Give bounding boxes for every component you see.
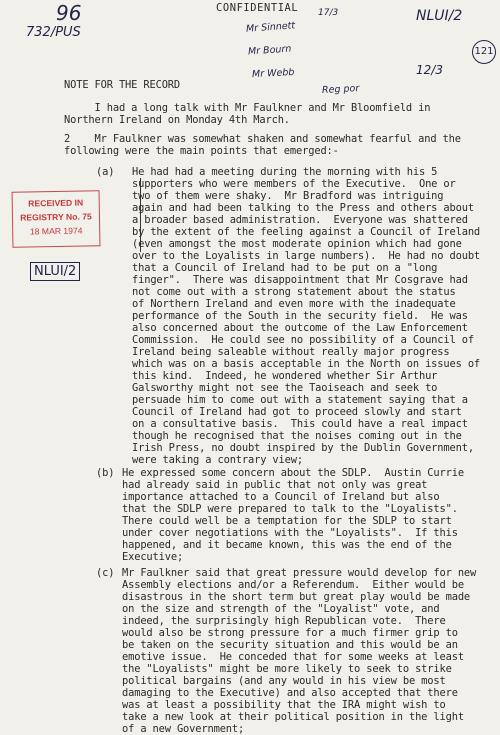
item-line: not come out with a strong statement about the status — [132, 286, 456, 298]
classification-header: CONFIDENTIAL — [216, 2, 299, 14]
page-number-circle: 121 — [472, 40, 496, 64]
file-reference-mark: 732/PUS — [26, 25, 81, 40]
item-line: (even amongst the most moderate opinion which had gone — [132, 238, 462, 250]
item-line: emotive issue. He conceded that for some weeks at least — [122, 651, 464, 663]
item-line: Galsworthy might not see the Taoiseach and seek to — [132, 382, 438, 394]
item-line: also concerned about the outcome of the Law Enforcement — [132, 322, 468, 334]
item-line: of Northern Ireland and even more with the inadequate — [132, 298, 456, 310]
paragraph-line: 2 Mr Faulkner was somewhat shaken and somewhat fearful and the — [64, 133, 461, 145]
file-number-mark: 96 — [56, 1, 82, 25]
item-line: that the SDLP were prepared to talk to the "Loyalists". — [122, 503, 458, 515]
item-line: disastrous in the short term but great play would be made — [122, 591, 471, 603]
stamp-date: 18 MAR 1974 — [29, 225, 83, 237]
item-line: damaging to the Executive) and also accepted that there — [122, 687, 458, 699]
registry-reference: NLUI/2 — [416, 8, 463, 24]
distribution-name: Reg por — [321, 83, 360, 96]
stamp-line: REGISTRY No. 75 — [20, 211, 92, 223]
item-line: again and had been talking to the Press and others about — [132, 202, 474, 214]
item-line: happened, and it became known, this was the end of the — [122, 539, 452, 551]
item-line: He expressed some concern about the SDLP. Austin Currie — [122, 467, 464, 479]
item-line: the "Loyalists" might be more likely to seek to strike — [122, 663, 452, 675]
item-line: over to the Loyalists in large numbers). He had no doubt — [132, 250, 481, 262]
paragraph-line: Northern Ireland on Monday 4th March. — [64, 114, 290, 126]
item-line: had already said in public that not only was great — [122, 479, 428, 491]
distribution-name: Mr Bourn — [247, 43, 292, 58]
item-line: be taken on the security situation and this would be an — [122, 639, 458, 651]
item-line: performance of the South in the security field. He was — [132, 310, 468, 322]
item-line: political bargains (and any would in his view be most — [122, 675, 446, 687]
item-label: (a) — [96, 166, 115, 178]
item-line: importance attached to a Council of Ireland but also — [122, 491, 440, 503]
registry-reference-box: NLUI/2 — [30, 262, 80, 281]
item-line: Assembly elections and/or a Referendum. Either would be — [122, 579, 464, 591]
item-line: Commission. He could see no possibility of a Council of — [132, 334, 474, 346]
item-line: indeed, the surprisingly high Republican vote. There — [122, 615, 446, 627]
item-line: Irish Press, no doubt inspired by the Dublin Government, — [132, 442, 474, 454]
item-line: this kind. Indeed, he wondered whether Sir Arthur — [132, 370, 438, 382]
item-line: that a Council of Ireland had to be put on a "long — [132, 262, 438, 274]
item-line: Council of Ireland had got to proceed slowly and start — [132, 406, 462, 418]
fraction-mark: 12/3 — [416, 63, 443, 77]
item-line: two of them were shaky. Mr Bradford was intriguing — [132, 190, 444, 202]
item-line: were taking a contrary view; — [132, 454, 303, 466]
item-line: There could well be a temptation for the SDLP to start — [122, 515, 452, 527]
distribution-name: Mr Sinnett — [245, 20, 296, 35]
registry-received-stamp — [12, 190, 101, 248]
item-line: Executive; — [122, 551, 184, 563]
page-title: NOTE FOR THE RECORD — [64, 79, 181, 91]
item-line: of a new Government; — [122, 723, 245, 735]
item-line: finger". There was disappointment that Mr Cosgrave had — [132, 274, 468, 286]
item-line: though he recognised that the noises coming out in the — [132, 430, 462, 442]
item-line: on a consultative basis. This could have a real impact — [132, 418, 468, 430]
paragraph-line: I had a long talk with Mr Faulkner and Mr Bloomfield in — [64, 102, 431, 114]
item-line: which was on a basis acceptable in the North on issues of — [132, 358, 481, 370]
item-line: Ireland being saleable without really major progress — [132, 346, 450, 358]
item-line: was at least a possibility that the IRA might wish to — [122, 699, 446, 711]
item-line: Mr Faulkner said that great pressure would develop for new — [122, 567, 477, 579]
item-line: under cover negotiations with the "Loyalists". If this — [122, 527, 458, 539]
item-line: would also be strong pressure for a much firmer grip to — [122, 627, 458, 639]
item-line: supporters who were members of the Executive. One or — [132, 178, 456, 190]
item-line: by the extent of the feeling against a Council of Ireland — [132, 226, 481, 238]
distribution-name: Mr Webb — [251, 66, 295, 81]
item-line: on the size and strength of the "Loyalist" vote, and — [122, 603, 440, 615]
item-line: persuade him to come out with a statement saying that a — [132, 394, 468, 406]
item-label: (c) — [96, 567, 115, 579]
stamp-line: RECEIVED IN — [28, 197, 84, 209]
item-line: take a new look at their political position in the light — [122, 711, 464, 723]
item-label: (b) — [96, 467, 115, 479]
distribution-date: 17/3 — [318, 8, 339, 18]
item-line: a broader based administration. Everyone was shattered — [132, 214, 468, 226]
item-line: He had had a meeting during the morning with his 5 — [132, 166, 438, 178]
paragraph-line: following were the main points that emerged:- — [64, 145, 339, 157]
